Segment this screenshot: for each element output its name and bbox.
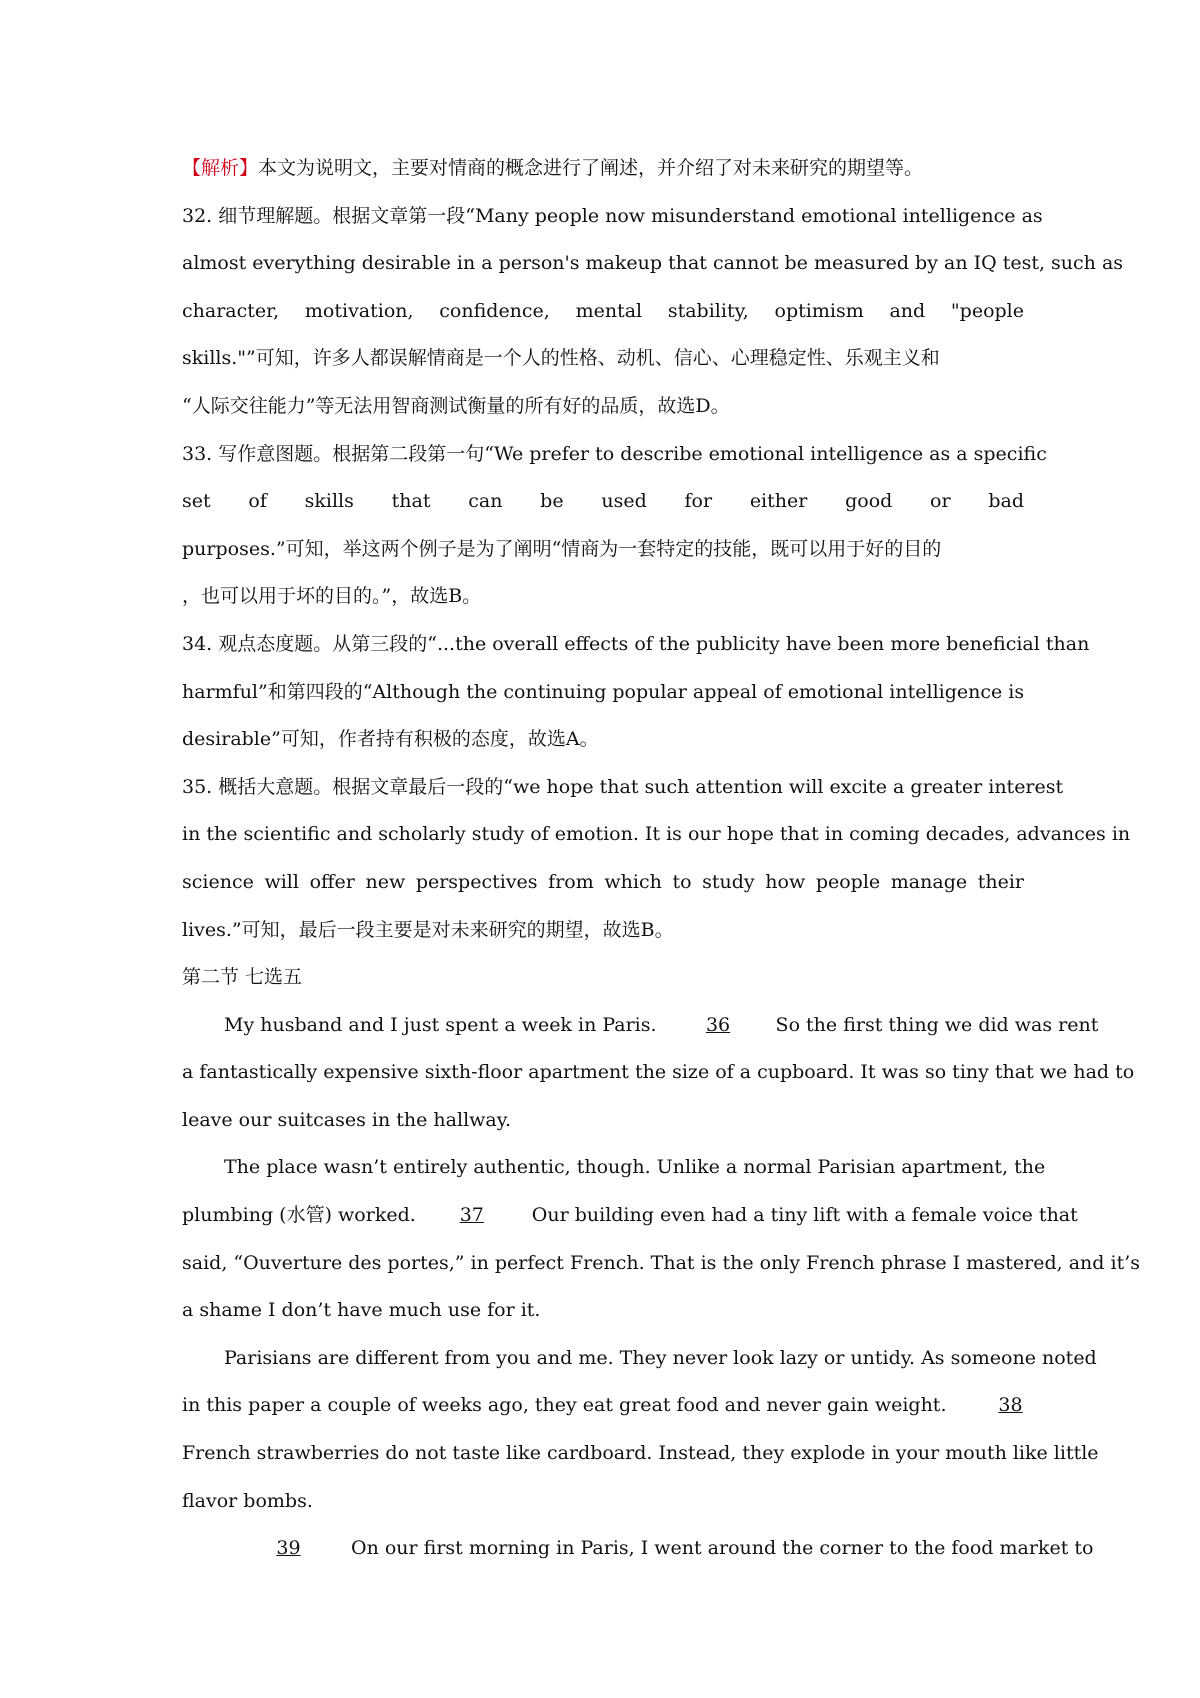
blank-37: 37 bbox=[459, 1204, 484, 1227]
passage-text: Our building even had a tiny lift with a female voice that bbox=[531, 1204, 1078, 1227]
passage-text: in this paper a couple of weeks ago, they eat great food and never gain weight. bbox=[182, 1394, 947, 1417]
q35-line: 35. 概括大意题。根据文章最后一段的“we hope that such attention will excite a greater interest bbox=[182, 775, 1064, 798]
q34-line: 34. 观点态度题。从第三段的“...the overall effects of the publicity have been more beneficial than bbox=[182, 632, 1090, 655]
section-title: 第二节 七选五 bbox=[182, 966, 303, 989]
passage-line: French strawberries do not taste like cardboard. Instead, they explode in your mouth like little bbox=[182, 1442, 1099, 1465]
q33-line: 33. 写作意图题。根据第二段第一句“We prefer to describe emotional intelligence as a specific bbox=[182, 442, 1047, 465]
passage-text: So the first thing we did was rent bbox=[775, 1013, 1099, 1036]
q33-line: set of skills that can be used for either good or bad bbox=[182, 490, 1024, 513]
q32-line: almost everything desirable in a person's makeup that cannot be measured by an IQ test, such as bbox=[182, 252, 1124, 275]
q32-line: character, motivation, confidence, mental stability, optimism and "people bbox=[182, 299, 1024, 322]
passage-line: said, “Ouverture des portes,” in perfect French. That is the only French phrase I mastered, and it’s bbox=[182, 1251, 1140, 1274]
analysis-summary-line bbox=[182, 145, 1024, 193]
blank-38: 38 bbox=[998, 1394, 1023, 1417]
q35-line: science will offer new perspectives from which to study how people manage their bbox=[182, 870, 1024, 893]
q32-line: “人际交往能力”等无法用智商测试衡量的所有好的品质，故选D。 bbox=[182, 394, 730, 417]
analysis-summary: 本文为说明文，主要对情商的概念进行了阐述，并介绍了对未来研究的期望等。 bbox=[258, 157, 924, 179]
passage-line: flavor bombs. bbox=[182, 1489, 313, 1512]
passage-line bbox=[182, 1382, 1024, 1430]
passage-text: My husband and I just spent a week in Paris. bbox=[224, 1013, 657, 1036]
passage-line: Parisians are different from you and me. They never look lazy or untidy. As someone noted bbox=[224, 1346, 1097, 1369]
passage-line bbox=[182, 1192, 1078, 1240]
passage-text: On our first morning in Paris, I went around the corner to the food market to bbox=[351, 1537, 1094, 1560]
blank-36: 36 bbox=[705, 1013, 731, 1036]
analysis-tag: 【解析】 bbox=[182, 157, 259, 179]
passage-line: a shame I don’t have much use for it. bbox=[182, 1299, 541, 1322]
document-content bbox=[182, 145, 1140, 1573]
q32-line: skills."”可知，许多人都误解情商是一个人的性格、动机、信心、心理稳定性、乐观主义和 bbox=[182, 347, 940, 370]
q34-line: harmful”和第四段的“Although the continuing popular appeal of emotional intelligence is bbox=[182, 680, 1025, 703]
q32-line: 32. 细节理解题。根据文章第一段“Many people now misunderstand emotional intelligence as bbox=[182, 204, 1043, 227]
q33-line: purposes.”可知，举这两个例子是为了阐明“情商为一套特定的技能，既可以用于好的目的 bbox=[182, 537, 942, 560]
passage-text: plumbing (水管) worked. bbox=[182, 1204, 416, 1227]
passage-line bbox=[182, 1525, 1094, 1573]
q34-line: desirable”可知，作者持有积极的态度，故选A。 bbox=[182, 728, 599, 751]
blank-39: 39 bbox=[276, 1537, 301, 1560]
passage-line: The place wasn’t entirely authentic, though. Unlike a normal Parisian apartment, the bbox=[224, 1156, 1046, 1179]
passage-line: leave our suitcases in the hallway. bbox=[182, 1108, 511, 1131]
q35-line: lives.”可知，最后一段主要是对未来研究的期望，故选B。 bbox=[182, 918, 674, 941]
passage-line bbox=[182, 1002, 1099, 1050]
q35-line: in the scientific and scholarly study of emotion. It is our hope that in coming decades, advances in bbox=[182, 823, 1131, 846]
q33-line: ，也可以用于坏的目的。”，故选B。 bbox=[182, 585, 482, 608]
passage-line: a fantastically expensive sixth-floor apartment the size of a cupboard. It was so tiny that we had to bbox=[182, 1061, 1135, 1084]
